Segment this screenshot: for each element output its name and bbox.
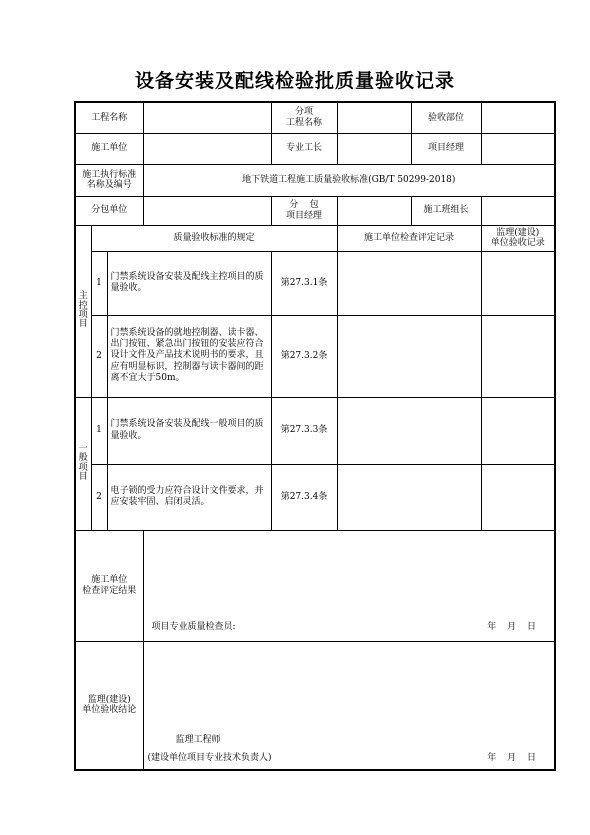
construction-unit-label: 施工单位 xyxy=(75,133,143,164)
supervisor-conclusion-label: 监理(建设) 单位验收结论 xyxy=(75,641,143,770)
standard-value: 地下铁道工程施工质量验收标准(GB/T 50299-2018) xyxy=(143,164,555,196)
project-manager-label: 项目经理 xyxy=(411,133,481,164)
acceptance-part-label: 验收部位 xyxy=(411,102,481,133)
item-clause: 第27.3.2条 xyxy=(271,315,337,397)
page-title: 设备安装及配线检验批质量验收记录 xyxy=(134,70,455,92)
row-construction-unit xyxy=(75,133,555,164)
subcontract-manager-value[interactable] xyxy=(337,196,411,225)
row-supervisor-conclusion xyxy=(75,641,555,770)
team-leader-label: 施工班组长 xyxy=(411,196,481,225)
item-clause: 第27.3.1条 xyxy=(271,251,337,315)
owner-responsible-label: (建设单位项目专业技术负责人) xyxy=(147,752,272,763)
item-contractor-eval[interactable] xyxy=(337,315,481,397)
item-number: 1 xyxy=(91,251,107,315)
item-supervisor-record[interactable] xyxy=(481,397,555,464)
item-text: 门禁系统设备的就地控制器、读卡器、出门按钮、紧急出门按钮的安装应符合设计文件及产品技术说明书的要求，且应有明显标识，控制器与读卡器间的距离不宜大于50m。 xyxy=(107,315,271,397)
item-contractor-eval[interactable] xyxy=(337,251,481,315)
contractor-result-label: 施工单位 检查评定结果 xyxy=(75,530,143,641)
item-number: 2 xyxy=(91,315,107,397)
subcontract-unit-value[interactable] xyxy=(143,196,271,225)
supervisor-date: 年 月 日 xyxy=(487,752,537,763)
item-clause: 第27.3.4条 xyxy=(271,464,337,530)
subcontract-unit-label: 分包单位 xyxy=(75,196,143,225)
team-leader-value[interactable] xyxy=(481,196,555,225)
quality-inspector-label: 项目专业质量检查员: xyxy=(151,622,236,633)
spec-column-header: 质量验收标准的规定 xyxy=(91,225,337,251)
row-subcontract xyxy=(75,196,555,225)
contractor-eval-column-header: 施工单位检查评定记录 xyxy=(337,225,481,251)
table-row xyxy=(75,315,555,397)
table-row xyxy=(75,464,555,530)
item-supervisor-record[interactable] xyxy=(481,251,555,315)
item-number: 2 xyxy=(91,464,107,530)
sub-project-label: 分项 工程名称 xyxy=(271,102,337,133)
subcontract-manager-label: 分 包 项目经理 xyxy=(271,196,337,225)
contractor-result-area[interactable] xyxy=(143,530,555,641)
construction-unit-value[interactable] xyxy=(143,133,271,164)
supervisor-conclusion-area[interactable] xyxy=(143,641,555,770)
row-contractor-result xyxy=(75,530,555,641)
project-manager-value[interactable] xyxy=(481,133,555,164)
main-items-group xyxy=(75,225,91,397)
item-contractor-eval[interactable] xyxy=(337,464,481,530)
item-text: 门禁系统设备安装及配线主控项目的质量验收。 xyxy=(107,251,271,315)
item-text: 电子锁的受力应符合设计文件要求，并应安装牢固、启闭灵活。 xyxy=(107,464,271,530)
foreman-label: 专业工长 xyxy=(271,133,337,164)
item-clause: 第27.3.3条 xyxy=(271,397,337,464)
row-standard xyxy=(75,164,555,196)
supervisor-record-column-header: 监理(建设) 单位验收记录 xyxy=(481,225,555,251)
foreman-value[interactable] xyxy=(337,133,411,164)
table-row xyxy=(75,251,555,315)
table-row xyxy=(75,397,555,464)
row-project-name xyxy=(75,102,555,133)
sub-project-value[interactable] xyxy=(337,102,411,133)
row-column-headers xyxy=(75,225,555,251)
standard-label: 施工执行标准 名称及编号 xyxy=(75,164,143,196)
item-supervisor-record[interactable] xyxy=(481,464,555,530)
main-items-label: 主控项目 xyxy=(78,291,88,330)
supervising-engineer-label: 监理工程师 xyxy=(175,734,221,745)
project-name-value[interactable] xyxy=(143,102,271,133)
acceptance-part-value[interactable] xyxy=(481,102,555,133)
item-number: 1 xyxy=(91,397,107,464)
project-name-label: 工程名称 xyxy=(75,102,143,133)
general-items-label: 一般项目 xyxy=(78,443,88,482)
inspection-record-table xyxy=(74,101,556,771)
item-supervisor-record[interactable] xyxy=(481,315,555,397)
item-contractor-eval[interactable] xyxy=(337,397,481,464)
contractor-date: 年 月 日 xyxy=(487,622,537,633)
item-text: 门禁系统设备安装及配线一般项目的质量验收。 xyxy=(107,397,271,464)
general-items-group xyxy=(75,397,91,530)
